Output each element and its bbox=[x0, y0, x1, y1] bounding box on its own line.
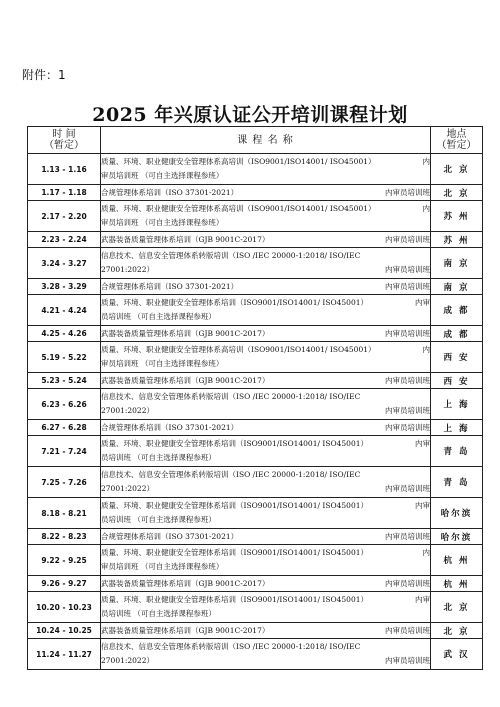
row-date: 9.22 - 9.25 bbox=[28, 545, 101, 576]
course-line bbox=[101, 593, 430, 607]
course-type: 内 bbox=[422, 548, 430, 557]
course-text: 质量、环境、职业健康安全管理体系培训（ISO9001/ISO14001/ ISO45001） bbox=[101, 501, 368, 510]
row-location: 青 岛 bbox=[431, 436, 483, 467]
course-type: 内审员培训班 bbox=[385, 406, 430, 415]
row-date: 1.13 - 1.16 bbox=[28, 154, 101, 185]
course-type: 内审员培训班 bbox=[385, 531, 430, 541]
course-line bbox=[101, 624, 430, 638]
course-line bbox=[101, 607, 430, 621]
course-line bbox=[101, 374, 430, 388]
header-date-line1: 时 间 bbox=[52, 129, 76, 140]
course-line bbox=[101, 404, 430, 418]
course-line bbox=[101, 654, 430, 668]
header-location bbox=[431, 127, 483, 154]
course-line bbox=[101, 202, 430, 216]
table-row bbox=[28, 639, 483, 670]
training-schedule-table bbox=[27, 126, 483, 670]
course-line bbox=[101, 310, 430, 324]
course-type: 内 bbox=[422, 157, 430, 166]
course-text: 质量、环境、职业健康安全管理体系培训（ISO9001/ISO14001/ ISO45001） bbox=[101, 439, 368, 448]
row-course bbox=[101, 342, 431, 373]
row-location: 北 京 bbox=[431, 592, 483, 623]
row-course bbox=[101, 154, 431, 185]
course-type: 内审员培训班 bbox=[385, 328, 430, 338]
row-course bbox=[101, 639, 431, 670]
row-date: 3.28 - 3.29 bbox=[28, 279, 101, 295]
course-type: 内审员培训班 bbox=[385, 187, 430, 197]
course-text: 27001:2022） bbox=[101, 656, 154, 665]
row-location: 南 京 bbox=[431, 279, 483, 295]
course-text: 员培训班 （可自主选择课程参班） bbox=[101, 453, 216, 462]
row-date: 11.24 - 11.27 bbox=[28, 639, 101, 670]
course-line bbox=[101, 437, 430, 451]
row-date: 9.26 - 9.27 bbox=[28, 576, 101, 592]
course-text: 合规管理体系培训（ISO 37301-2021） bbox=[101, 531, 239, 541]
course-text: 合规管理体系培训（ISO 37301-2021） bbox=[101, 422, 239, 432]
row-location: 北 京 bbox=[431, 154, 483, 185]
row-course bbox=[101, 232, 431, 248]
course-type: 内审 bbox=[415, 439, 430, 448]
course-text: 信息技术、信息安全管理体系转版培训（ISO /IEC 20000-1:2018/ ISO/IEC bbox=[101, 392, 361, 401]
header-date bbox=[28, 127, 101, 154]
row-location: 西 安 bbox=[431, 342, 483, 373]
header-location-line2: （暂定） bbox=[436, 140, 477, 151]
course-type: 内审员培训班 bbox=[385, 281, 430, 291]
row-date: 8.18 - 8.21 bbox=[28, 498, 101, 529]
row-course bbox=[101, 576, 431, 592]
table-row bbox=[28, 498, 483, 529]
row-date: 4.21 - 4.24 bbox=[28, 295, 101, 326]
document-title: 2025 年兴原认证公开培训课程计划 bbox=[92, 104, 408, 126]
course-text: 武器装备质量管理体系培训（GJB 9001C-2017） bbox=[101, 234, 270, 244]
course-text: 信息技术、信息安全管理体系转版培训（ISO /IEC 20000-1:2018/ ISO/IEC bbox=[101, 251, 361, 260]
row-course bbox=[101, 279, 431, 295]
course-line bbox=[101, 546, 430, 560]
course-text: 信息技术、信息安全管理体系转版培训（ISO /IEC 20000-1:2018/ ISO/IEC bbox=[101, 642, 361, 651]
row-location: 杭 州 bbox=[431, 576, 483, 592]
course-type: 内 bbox=[422, 204, 430, 213]
course-type: 内审 bbox=[415, 501, 430, 510]
row-location: 杭 州 bbox=[431, 545, 483, 576]
course-text: 合规管理体系培训（ISO 37301-2021） bbox=[101, 187, 239, 197]
course-text: 质量、环境、职业健康安全管理体系高培训（ISO9001/ISO14001/ ISO45001） bbox=[101, 157, 376, 166]
table-row bbox=[28, 201, 483, 232]
course-text: 武器装备质量管理体系培训（GJB 9001C-2017） bbox=[101, 375, 270, 385]
course-type: 内审员培训班 bbox=[385, 265, 430, 274]
table-row bbox=[28, 592, 483, 623]
course-text: 武器装备质量管理体系培训（GJB 9001C-2017） bbox=[101, 328, 270, 338]
course-line bbox=[101, 513, 430, 527]
row-course bbox=[101, 295, 431, 326]
row-course bbox=[101, 373, 431, 389]
course-line bbox=[101, 390, 430, 404]
row-location: 成 都 bbox=[431, 295, 483, 326]
course-type: 内审员培训班 bbox=[385, 375, 430, 385]
row-date: 2.17 - 2.20 bbox=[28, 201, 101, 232]
course-type: 内审员培训班 bbox=[385, 422, 430, 432]
course-text: 27001:2022） bbox=[101, 484, 154, 493]
row-course bbox=[101, 529, 431, 545]
course-text: 质量、环境、职业健康安全管理体系培训（ISO9001/ISO14001/ ISO45001） bbox=[101, 595, 368, 604]
course-line bbox=[101, 233, 430, 247]
course-line bbox=[101, 169, 430, 183]
row-date: 2.23 - 2.24 bbox=[28, 232, 101, 248]
table-row bbox=[28, 373, 483, 389]
course-text: 审员培训班 （可自主选择课程参班） bbox=[101, 218, 224, 227]
course-line bbox=[101, 530, 430, 544]
row-course bbox=[101, 498, 431, 529]
row-date: 5.23 - 5.24 bbox=[28, 373, 101, 389]
row-course bbox=[101, 248, 431, 279]
row-date: 7.21 - 7.24 bbox=[28, 436, 101, 467]
course-text: 信息技术、信息安全管理体系转版培训（ISO /IEC 20000-1:2018/ ISO/IEC bbox=[101, 470, 361, 479]
row-location: 北 京 bbox=[431, 623, 483, 639]
course-text: 员培训班 （可自主选择课程参班） bbox=[101, 609, 216, 618]
course-line bbox=[101, 249, 430, 263]
row-location: 哈尔滨 bbox=[431, 498, 483, 529]
course-text: 武器装备质量管理体系培训（GJB 9001C-2017） bbox=[101, 578, 270, 588]
course-text: 质量、环境、职业健康安全管理体系培训（ISO9001/ISO14001/ ISO45001） bbox=[101, 548, 368, 557]
row-location: 西 安 bbox=[431, 373, 483, 389]
row-course bbox=[101, 436, 431, 467]
course-line bbox=[101, 155, 430, 169]
table-row bbox=[28, 154, 483, 185]
row-location: 成 都 bbox=[431, 326, 483, 342]
row-location: 上 海 bbox=[431, 389, 483, 420]
row-location: 苏 州 bbox=[431, 232, 483, 248]
row-course bbox=[101, 623, 431, 639]
table-row bbox=[28, 389, 483, 420]
table-header-row bbox=[28, 127, 483, 154]
row-date: 4.25 - 4.26 bbox=[28, 326, 101, 342]
table-row bbox=[28, 436, 483, 467]
course-type: 内审员培训班 bbox=[385, 578, 430, 588]
row-course bbox=[101, 185, 431, 201]
table-row bbox=[28, 326, 483, 342]
course-line bbox=[101, 186, 430, 200]
table-row bbox=[28, 295, 483, 326]
table-row bbox=[28, 467, 483, 498]
course-type: 内审员培训班 bbox=[385, 234, 430, 244]
row-date: 10.24 - 10.25 bbox=[28, 623, 101, 639]
course-text: 审员培训班 （可自主选择课程参班） bbox=[101, 171, 224, 180]
course-line bbox=[101, 577, 430, 591]
table-row bbox=[28, 248, 483, 279]
row-date: 3.24 - 3.27 bbox=[28, 248, 101, 279]
row-date: 1.17 - 1.18 bbox=[28, 185, 101, 201]
table-row bbox=[28, 529, 483, 545]
table-row bbox=[28, 576, 483, 592]
course-line bbox=[101, 343, 430, 357]
row-location: 武 汉 bbox=[431, 639, 483, 670]
course-text: 27001:2022） bbox=[101, 265, 154, 274]
course-type: 内审员培训班 bbox=[385, 625, 430, 635]
row-date: 8.22 - 8.23 bbox=[28, 529, 101, 545]
course-text: 质量、环境、职业健康安全管理体系高培训（ISO9001/ISO14001/ ISO45001） bbox=[101, 345, 376, 354]
course-type: 内审 bbox=[415, 298, 430, 307]
course-line bbox=[101, 421, 430, 435]
course-type: 内审员培训班 bbox=[385, 656, 430, 665]
row-date: 5.19 - 5.22 bbox=[28, 342, 101, 373]
course-line bbox=[101, 280, 430, 294]
course-text: 质量、环境、职业健康安全管理体系培训（ISO9001/ISO14001/ ISO45001） bbox=[101, 298, 368, 307]
header-date-line2: （暂定） bbox=[44, 140, 84, 151]
table-row bbox=[28, 545, 483, 576]
course-type: 内审员培训班 bbox=[385, 484, 430, 493]
row-location: 哈尔滨 bbox=[431, 529, 483, 545]
course-line bbox=[101, 357, 430, 371]
course-text: 合规管理体系培训（ISO 37301-2021） bbox=[101, 281, 239, 291]
course-text: 员培训班 （可自主选择课程参班） bbox=[101, 515, 216, 524]
course-line bbox=[101, 640, 430, 654]
table-row bbox=[28, 279, 483, 295]
row-course bbox=[101, 420, 431, 436]
row-course bbox=[101, 545, 431, 576]
table-row bbox=[28, 420, 483, 436]
course-text: 审员培训班 （可自主选择课程参班） bbox=[101, 562, 224, 571]
row-location: 青 岛 bbox=[431, 467, 483, 498]
row-date: 7.25 - 7.26 bbox=[28, 467, 101, 498]
table-row bbox=[28, 623, 483, 639]
table-body bbox=[28, 154, 483, 670]
course-line bbox=[101, 468, 430, 482]
row-course bbox=[101, 389, 431, 420]
course-line bbox=[101, 216, 430, 230]
row-location: 上 海 bbox=[431, 420, 483, 436]
row-location: 南 京 bbox=[431, 248, 483, 279]
course-text: 27001:2022） bbox=[101, 406, 154, 415]
course-line bbox=[101, 263, 430, 277]
course-text: 员培训班 （可自主选择课程参班） bbox=[101, 312, 216, 321]
course-line bbox=[101, 451, 430, 465]
row-date: 10.20 - 10.23 bbox=[28, 592, 101, 623]
course-type: 内 bbox=[422, 345, 430, 354]
table-row bbox=[28, 232, 483, 248]
row-course bbox=[101, 592, 431, 623]
row-course bbox=[101, 326, 431, 342]
course-text: 审员培训班 （可自主选择课程参班） bbox=[101, 359, 224, 368]
table-row bbox=[28, 185, 483, 201]
row-date: 6.23 - 6.26 bbox=[28, 389, 101, 420]
row-location: 北 京 bbox=[431, 185, 483, 201]
table-row bbox=[28, 342, 483, 373]
course-line bbox=[101, 499, 430, 513]
row-course bbox=[101, 467, 431, 498]
header-course: 课 程 名 称 bbox=[101, 127, 431, 154]
course-line bbox=[101, 327, 430, 341]
header-location-line1: 地点 bbox=[446, 129, 467, 140]
course-line bbox=[101, 560, 430, 574]
course-text: 质量、环境、职业健康安全管理体系高培训（ISO9001/ISO14001/ ISO45001） bbox=[101, 204, 376, 213]
course-type: 内审 bbox=[415, 595, 430, 604]
course-line bbox=[101, 482, 430, 496]
row-course bbox=[101, 201, 431, 232]
attachment-label: 附件：1 bbox=[22, 68, 66, 82]
course-line bbox=[101, 296, 430, 310]
row-location: 苏 州 bbox=[431, 201, 483, 232]
row-date: 6.27 - 6.28 bbox=[28, 420, 101, 436]
course-text: 武器装备质量管理体系培训（GJB 9001C-2017） bbox=[101, 625, 270, 635]
